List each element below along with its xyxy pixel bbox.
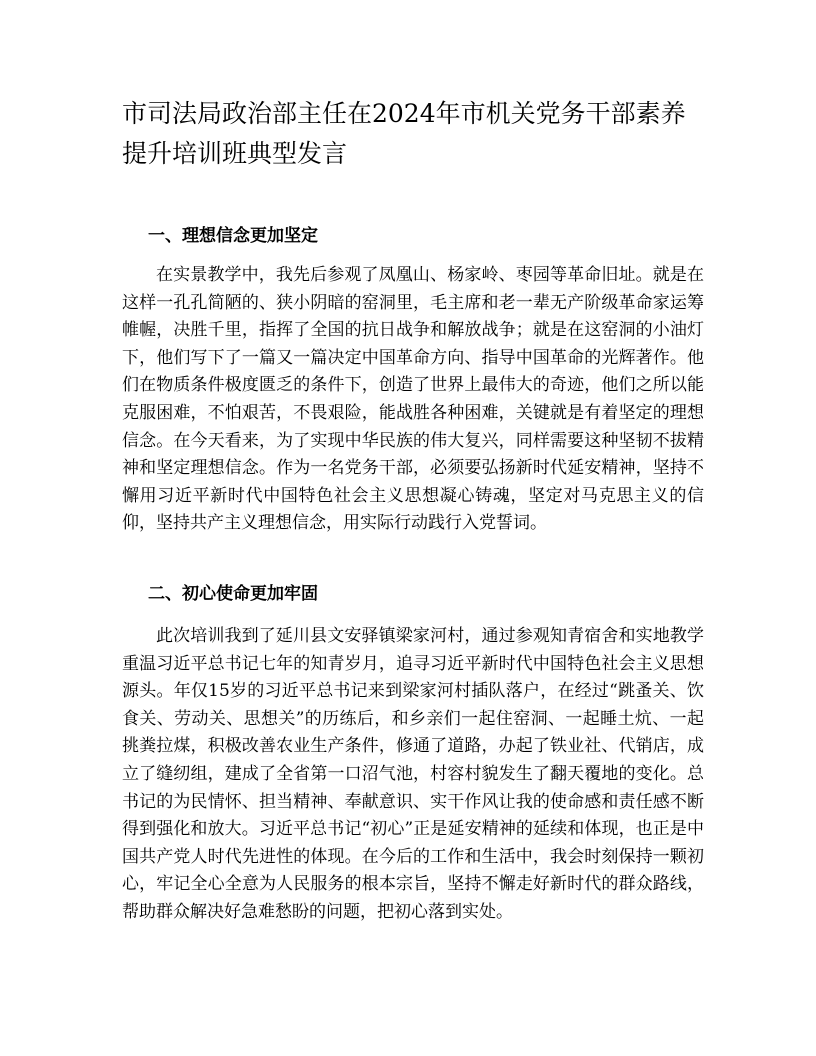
section-heading-2: 二、初心使命更加牢固 xyxy=(148,584,318,604)
section-paragraph-1: 在实景教学中，我先后参观了凤凰山、杨家岭、枣园等革命旧址。就是在这样一孔孔简陋的、狭小阴暗的窑洞里，毛主席和老一辈无产阶级革命家运筹帷幄，决胜千里，指挥了全国的抗日战争和解放战争；就是在这窑洞的小油灯下，他们写下了一篇又一篇决定中国革命方向、指导中国革命的光辉著作。他们在物质条件极度匮乏的条件下，创造了世界上最伟大的奇迹，他们之所以能克服困难，不怕艰苦，不畏艰险，能战胜各种困难，关键就是有着坚定的理想信念。在今天看来，为了实现中华民族的伟大复兴，同样需要这种坚韧不拔精神和坚定理想信念。作为一名党务干部，必须要弘扬新时代延安精神，坚持不懈用习近平新时代中国特色社会主义思想凝心铸魂，坚定对马克思主义的信仰，坚持共产主义理想信念，用实际行动践行入党誓词。 xyxy=(122,265,704,534)
document-title: 市司法局政治部主任在2024年市机关党务干部素养提升培训班典型发言 xyxy=(122,99,686,168)
section-paragraph-2: 此次培训我到了延川县文安驿镇梁家河村，通过参观知青宿舍和实地教学重温习近平总书记七年的知青岁月，追寻习近平新时代中国特色社会主义思想源头。年仅15岁的习近平总书记来到梁家河村插队落户，在经过“跳蚤关、饮食关、劳动关、思想关”的历练后，和乡亲们一起住窑洞、一起睡土炕、一起挑粪拉煤，积极改善农业生产条件，修通了道路，办起了铁业社、代销店，成立了缝纫组，建成了全省第一口沼气池，村容村貌发生了翻天覆地的变化。总书记的为民情怀、担当精神、奉献意识、实干作风让我的使命感和责任感不断得到强化和放大。习近平总书记“初心”正是延安精神的延续和体现，也正是中国共产党人时代先进性的体现。在今后的工作和生活中，我会时刻保持一颗初心，牢记全心全意为人民服务的根本宗旨，坚持不懈走好新时代的群众路线，帮助群众解决好急难愁盼的问题，把初心落到实处。 xyxy=(122,626,704,922)
section-heading-1: 一、理想信念更加坚定 xyxy=(148,226,318,246)
